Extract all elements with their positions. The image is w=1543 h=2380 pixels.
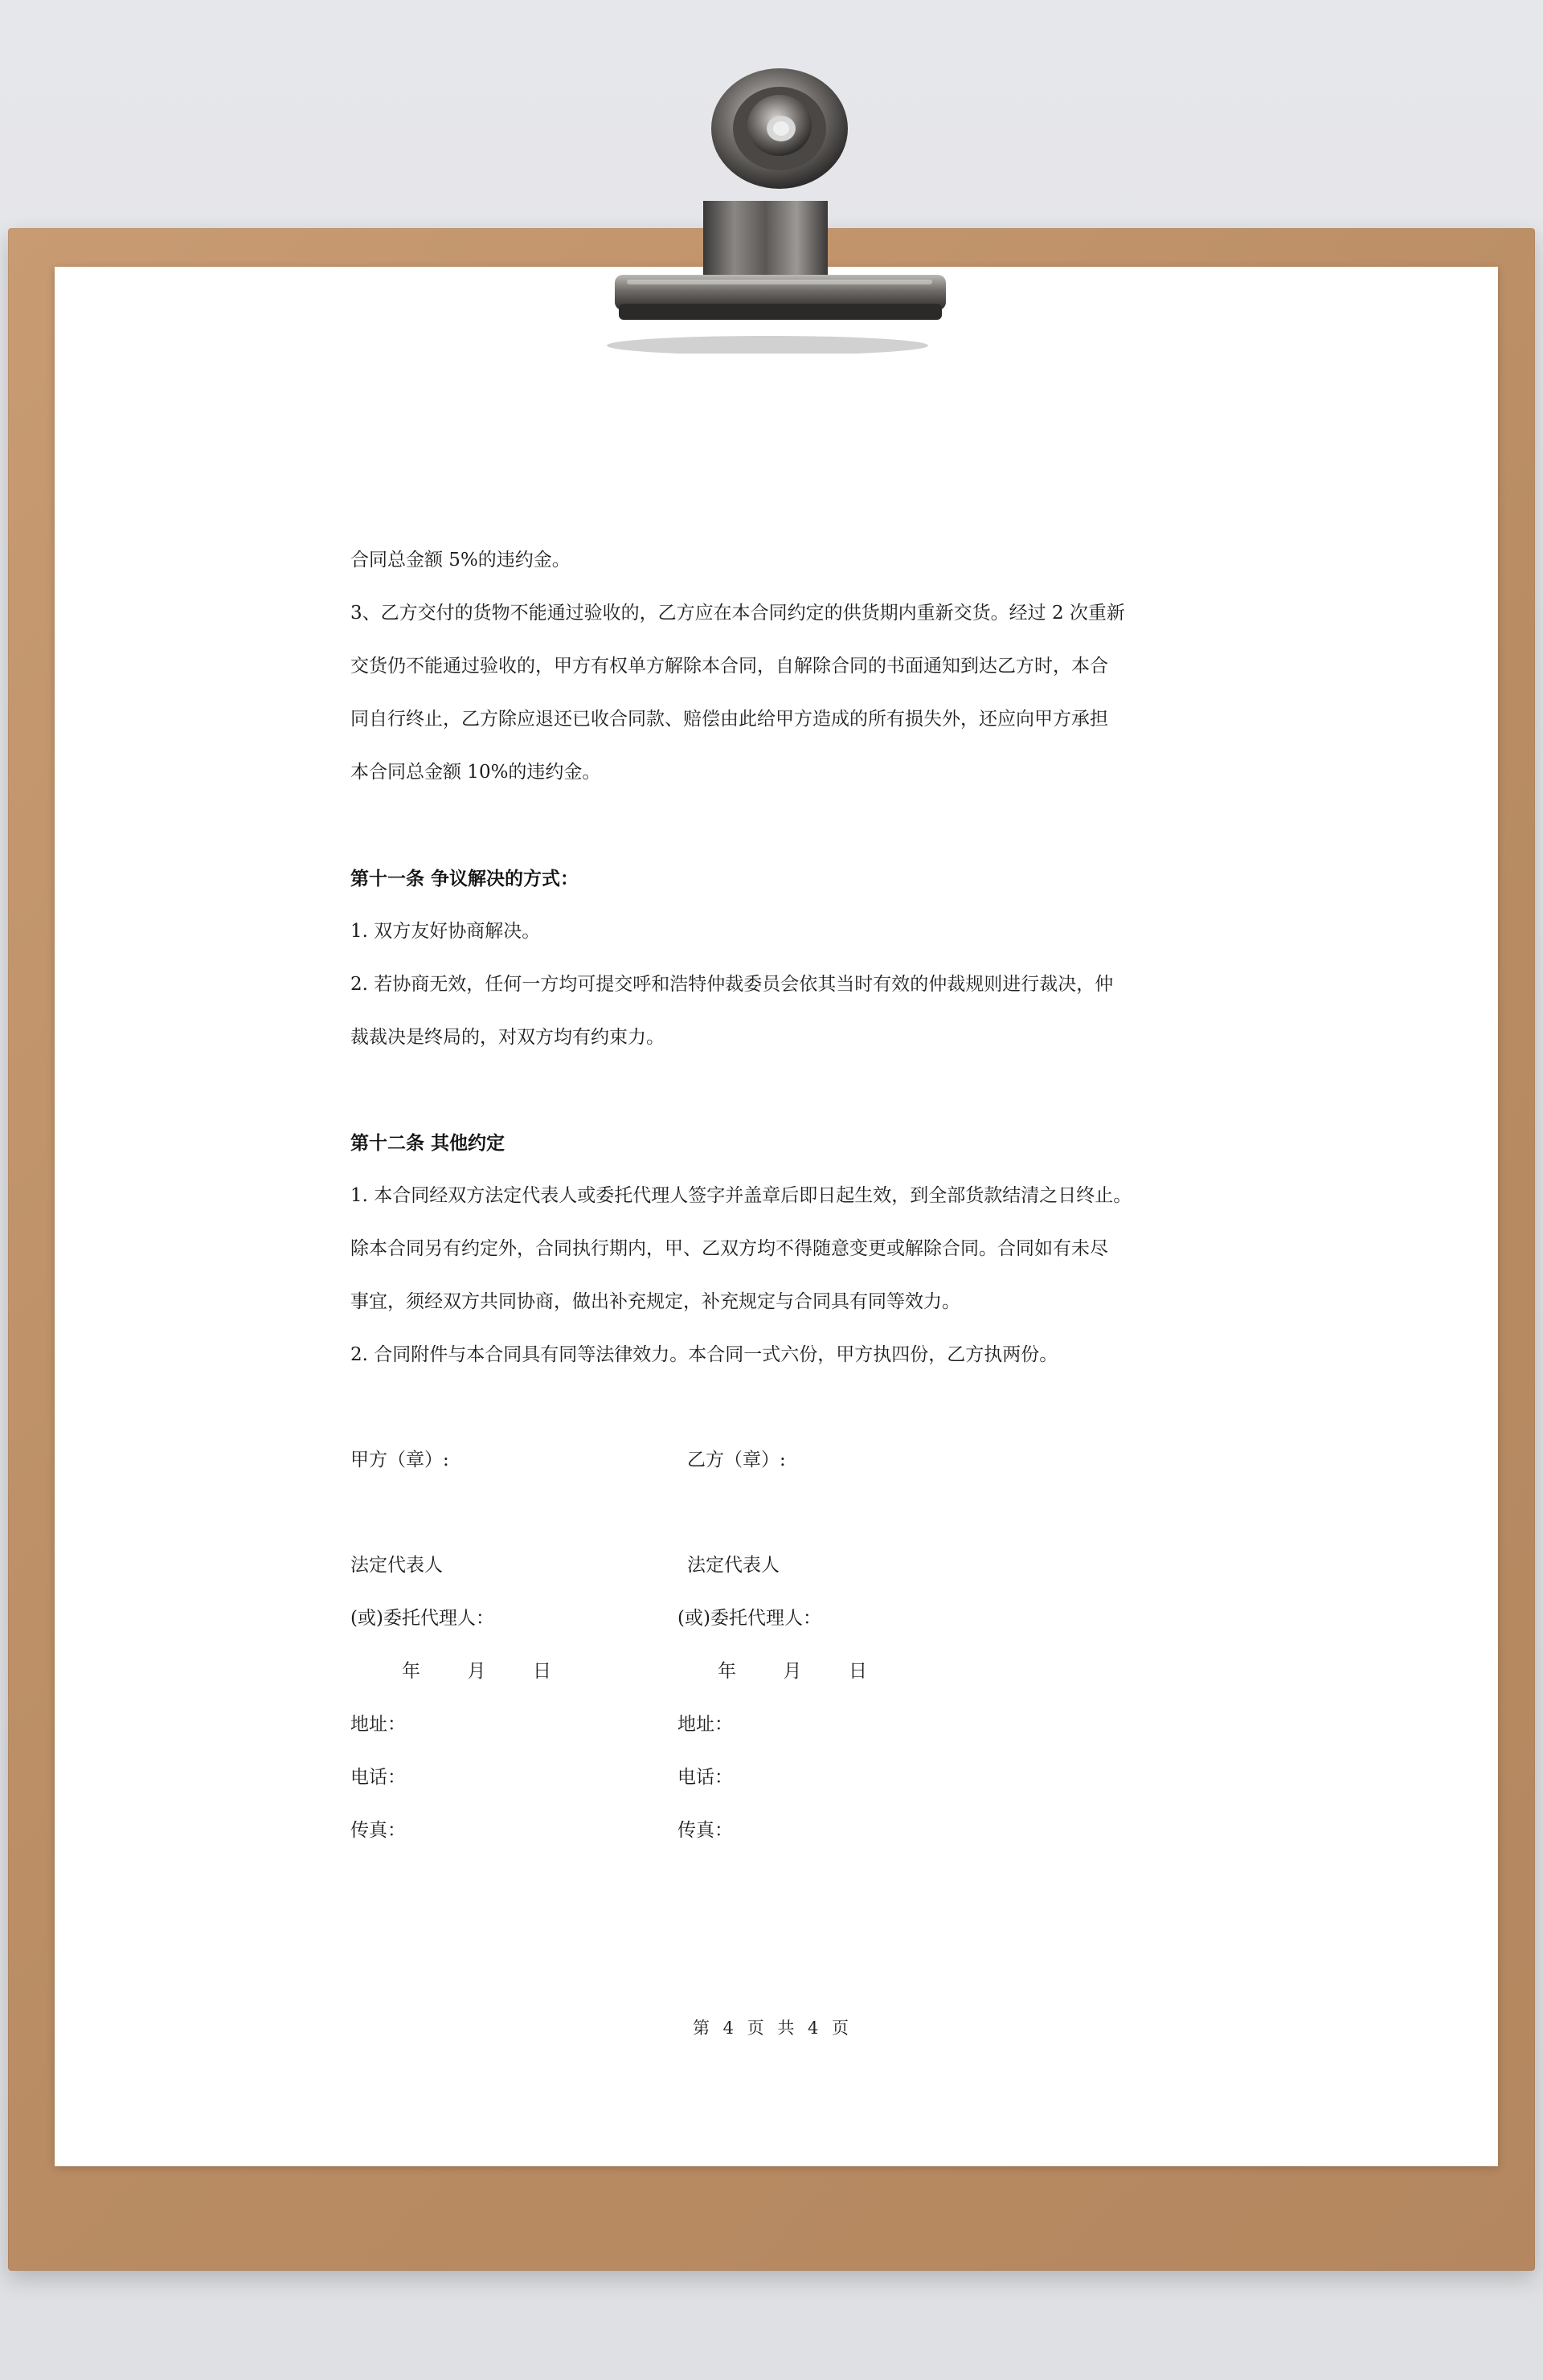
section-11-heading: 第十一条 争议解决的方式： — [350, 868, 579, 889]
party-b-phone-label: 电话： — [677, 1767, 733, 1788]
contract-page — [55, 267, 1498, 2166]
section-12-line: 2. 合同附件与本合同具有同等法律效力。本合同一式六份，甲方执四份，乙方执两份。 — [350, 1344, 1058, 1365]
page-number-footer: 第 4 页 共 4 页 — [692, 2018, 851, 2038]
section-12-line: 事宜，须经双方共同协商，做出补充规定，补充规定与合同具有同等效力。 — [350, 1291, 960, 1312]
binder-clip-icon — [579, 48, 956, 354]
party-a-stamp-label: 甲方（章）: — [350, 1450, 449, 1470]
party-a-address-label: 地址： — [350, 1714, 406, 1735]
party-b-stamp-label: 乙方（章）: — [687, 1450, 786, 1470]
party-a-date: 年 月 日 — [402, 1661, 551, 1682]
party-a-agent-label: (或)委托代理人： — [350, 1608, 494, 1629]
section-12-line: 除本合同另有约定外，合同执行期内，甲、乙双方均不得随意变更或解除合同。合同如有未尽 — [350, 1238, 1108, 1259]
section-11-line: 2. 若协商无效，任何一方均可提交呼和浩特仲裁委员会依其当时有效的仲裁规则进行裁决，仲 — [350, 974, 1114, 995]
party-b-rep-label: 法定代表人 — [687, 1555, 780, 1576]
section-12-heading: 第十二条 其他约定 — [350, 1132, 505, 1154]
paragraph-line: 同自行终止，乙方除应退还已收合同款、赔偿由此给甲方造成的所有损失外，还应向甲方承担 — [350, 709, 1108, 730]
party-b-address-label: 地址： — [677, 1714, 733, 1735]
paragraph-line: 交货仍不能通过验收的，甲方有权单方解除本合同，自解除合同的书面通知到达乙方时，本合 — [350, 656, 1108, 677]
party-b-fax-label: 传真： — [677, 1820, 733, 1841]
party-a-rep-label: 法定代表人 — [350, 1555, 443, 1576]
paragraph-line: 合同总金额 5%的违约金。 — [350, 550, 571, 570]
party-a-fax-label: 传真： — [350, 1820, 406, 1841]
party-b-date: 年 月 日 — [718, 1661, 867, 1682]
party-b-agent-label: (或)委托代理人： — [677, 1608, 821, 1629]
paragraph-line: 3、乙方交付的货物不能通过验收的，乙方应在本合同约定的供货期内重新交货。经过 2 次重新 — [350, 603, 1125, 624]
section-12-line: 1. 本合同经双方法定代表人或委托代理人签字并盖章后即日起生效，到全部货款结清之日终止。 — [350, 1185, 1132, 1206]
paragraph-line: 本合同总金额 10%的违约金。 — [350, 762, 601, 783]
party-a-phone-label: 电话： — [350, 1767, 406, 1788]
section-11-line: 1. 双方友好协商解决。 — [350, 921, 541, 942]
section-11-line: 裁裁决是终局的，对双方均有约束力。 — [350, 1027, 665, 1048]
